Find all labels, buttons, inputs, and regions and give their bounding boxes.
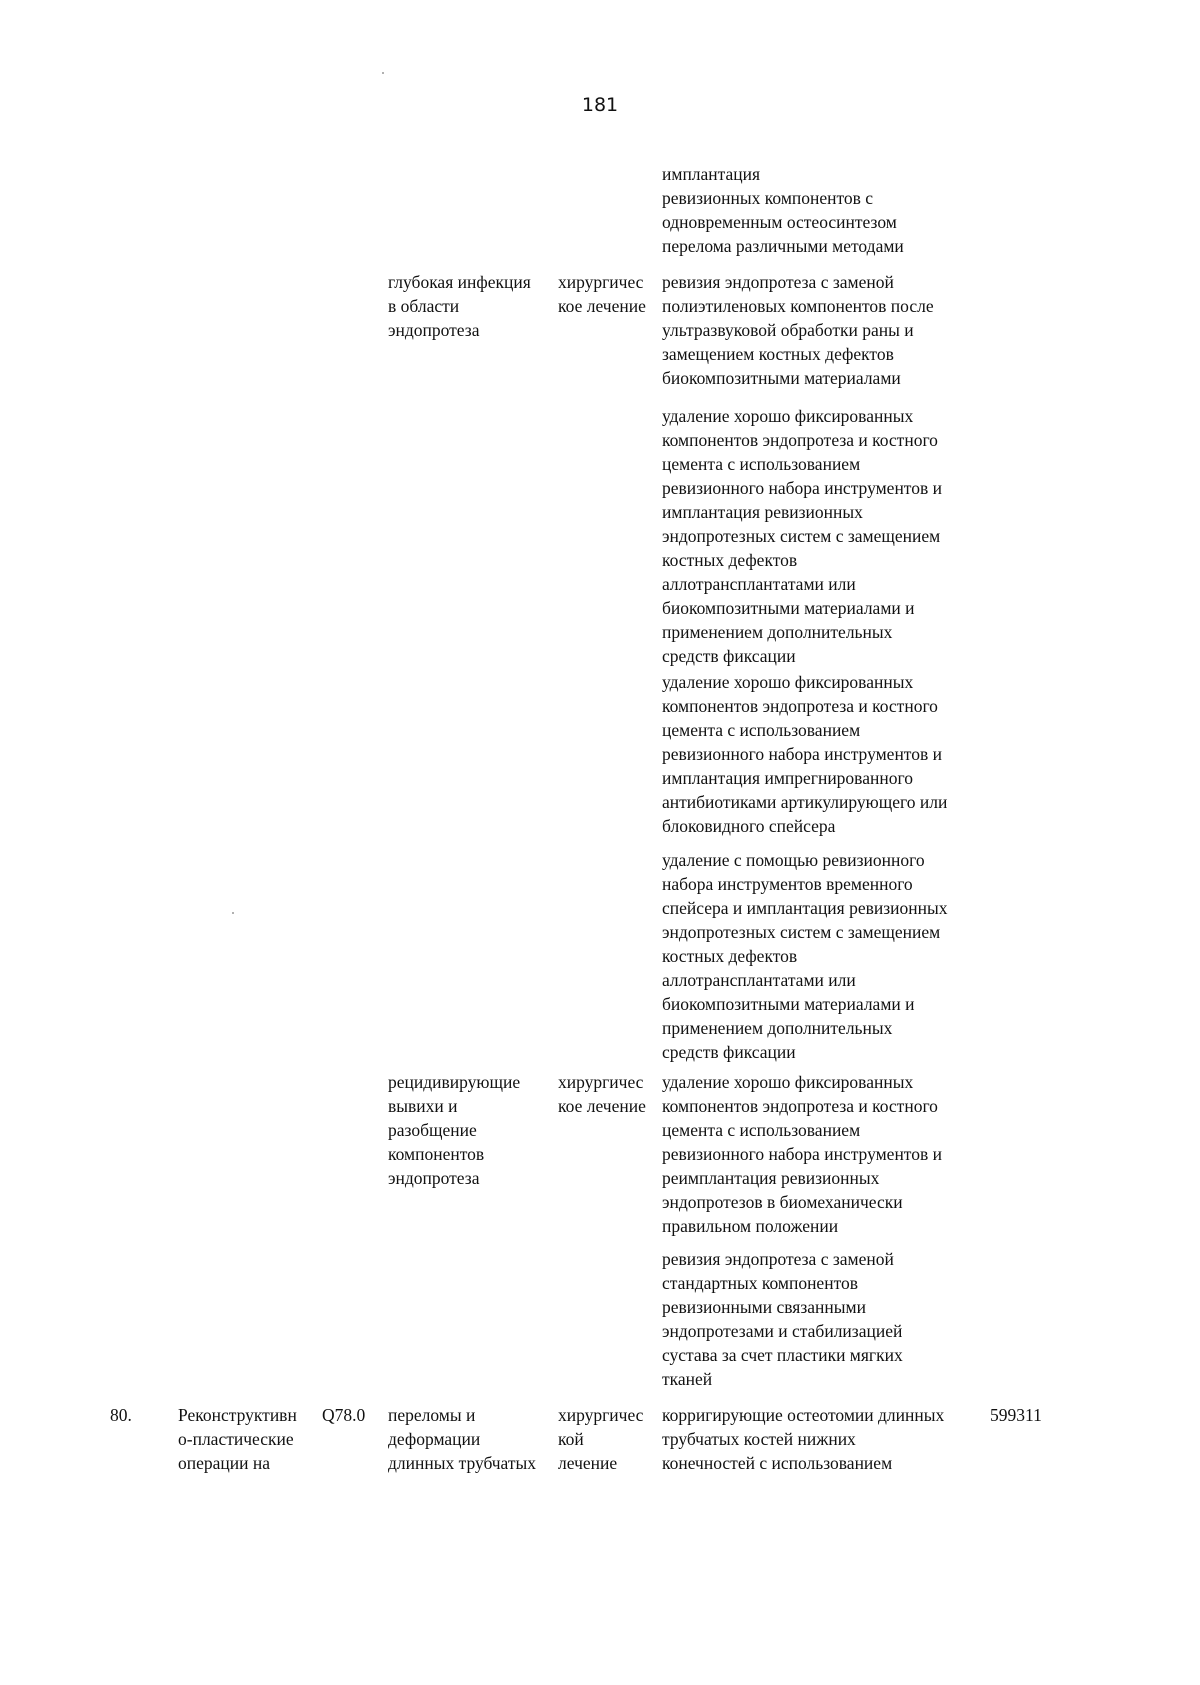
- method-text: имплантация ревизионных компонентов с одновременным остеосинтезом перелома различными методами: [662, 164, 904, 256]
- method-text: удаление с помощью ревизионного набора инструментов временного спейсера и имплантация ревизионных эндопротезных систем с замещением костных дефектов аллотрансплантатами или биокомпозитными материалами и применением дополнительных средств фиксации: [662, 850, 948, 1062]
- method-text: ревизия эндопротеза с заменой полиэтиленовых компонентов после ультразвуковой обработки раны и замещением костных дефектов биокомпозитными материалами: [662, 272, 934, 388]
- procedure-name-text: Реконструктивн о-пластические операции на: [178, 1405, 297, 1473]
- method-text: удаление хорошо фиксированных компонентов эндопротеза и костного цемента с использованием ревизионного набора инструментов и реимплантация ревизионных эндопротезов в биомеханически правильном положении: [662, 1072, 942, 1236]
- condition-text: переломы и деформации длинных трубчатых: [388, 1405, 537, 1473]
- method-text: корригирующие остеотомии длинных трубчатых костей нижних конечностей с использованием: [662, 1405, 945, 1473]
- condition-text: глубокая инфекция в области эндопротеза: [388, 272, 531, 340]
- treatment-type-text: хирургичес кое лечение: [558, 1072, 646, 1116]
- method-text: удаление хорошо фиксированных компонентов эндопротеза и костного цемента с использованием ревизионного набора инструментов и имплантация ревизионных эндопротезных систем с замещением костных дефектов аллотрансплантатами или биокомпозитными материалами и применением дополнительных средств фиксации: [662, 406, 942, 666]
- cost-value: 599311: [990, 1405, 1042, 1425]
- method-text: ревизия эндопротеза с заменой стандартных компонентов ревизионными связанными эндопротезами и стабилизацией сустава за счет пластики мягких тканей: [662, 1249, 903, 1389]
- row-number: 80.: [110, 1405, 132, 1425]
- treatment-type-text: хирургичес кое лечение: [558, 272, 646, 316]
- treatment-type-text: хирургичес кой лечение: [558, 1405, 644, 1473]
- page-number: 181: [581, 94, 619, 116]
- condition-text: рецидивирующие вывихи и разобщение компонентов эндопротеза: [388, 1072, 521, 1188]
- scan-speck: [232, 912, 234, 914]
- method-text: удаление хорошо фиксированных компонентов эндопротеза и костного цемента с использованием ревизионного набора инструментов и имплантация импрегнированного антибиотиками артикулирующего или блоковидного спейсера: [662, 672, 948, 836]
- icd-code: Q78.0: [322, 1405, 366, 1425]
- scan-speck: [382, 72, 384, 74]
